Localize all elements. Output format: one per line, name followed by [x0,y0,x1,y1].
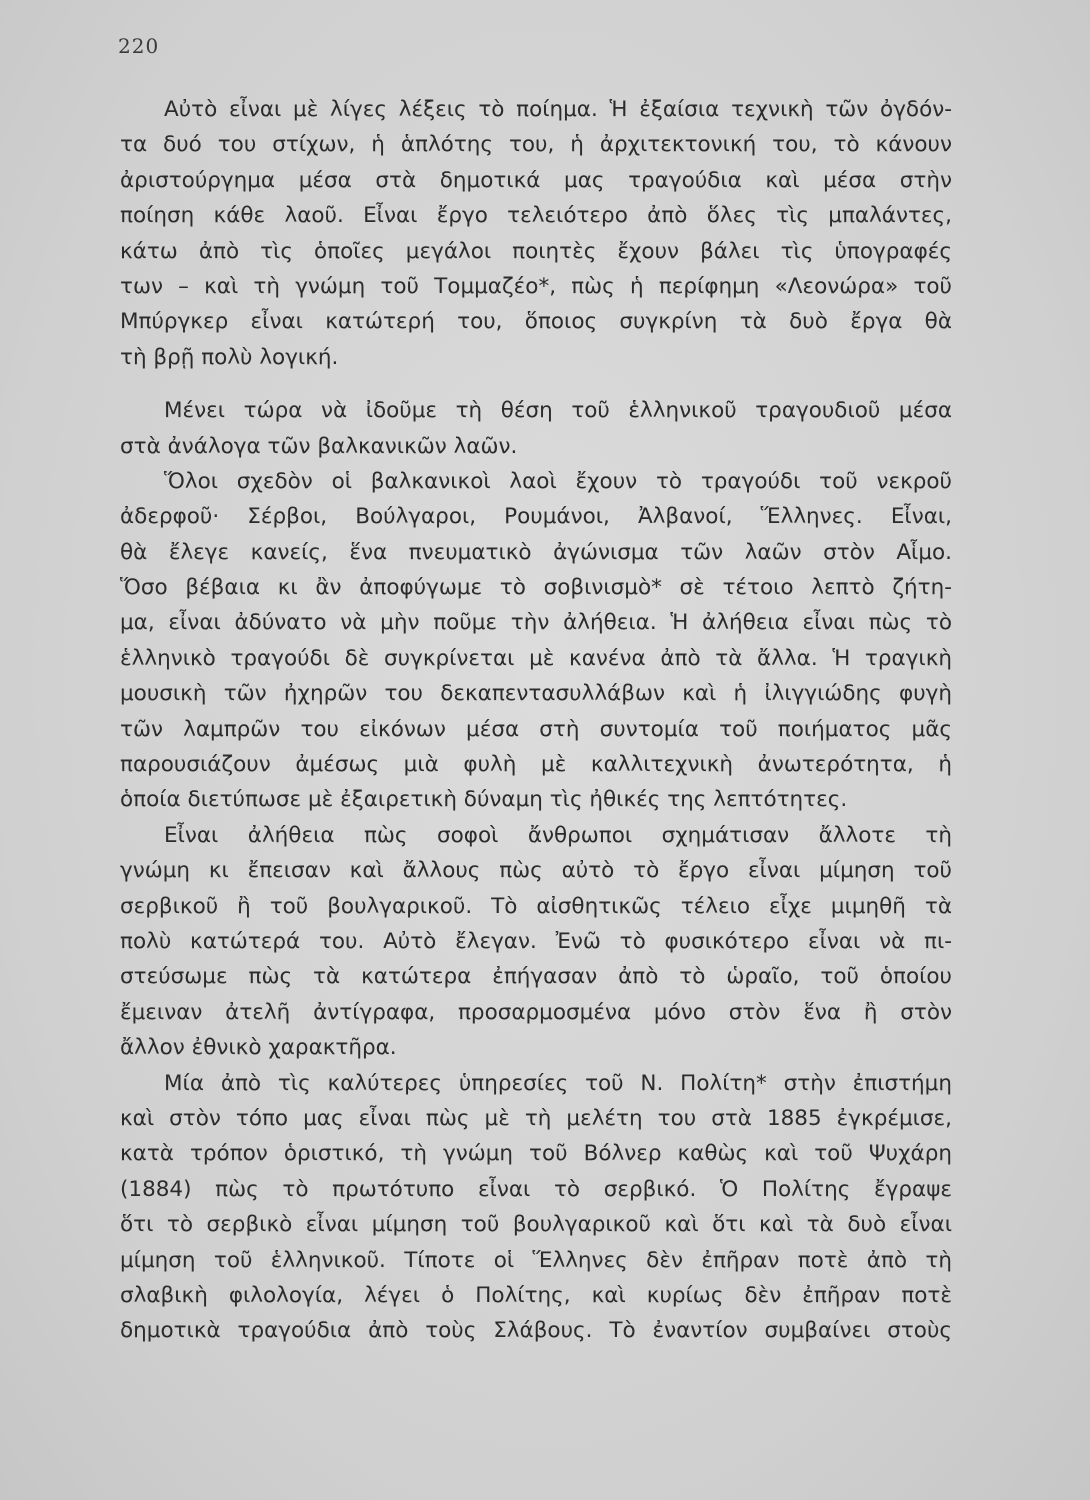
text-line: γνώμη κι ἔπεισαν καὶ ἄλλους πὼς αὐτὸ τὸ ἔργο εἶναι μίμηση τοῦ [120,858,952,884]
text-line: δημοτικὰ τραγούδια ἀπὸ τοὺς Σλάβους. Τὸ ἐναντίον συμβαίνει στοὺς [120,1318,952,1344]
text-line: καὶ στὸν τόπο μας εἶναι πὼς μὲ τὴ μελέτη του στὰ 1885 ἐγκρέμισε, [120,1105,952,1131]
text-line: τα δυό του στίχων, ἡ ἁπλότης του, ἡ ἀρχιτεκτονική του, τὸ κάνουν [120,132,952,158]
text-line: Μπύργκερ εἶναι κατώτερή του, ὅποιος συγκρίνη τὰ δυὸ ἔργα θὰ [120,309,952,335]
text-line: ποίηση κάθε λαοῦ. Εἶναι ἔργο τελειότερο ἀπὸ ὅλες τὶς μπαλάντες, [120,203,952,229]
text-line: πολὺ κατώτερά του. Αὐτὸ ἔλεγαν. Ἐνῶ τὸ φυσικότερο εἶναι νὰ πι- [120,928,952,954]
text-line: ὅτι τὸ σερβικὸ εἶναι μίμηση τοῦ βουλγαρικοῦ καὶ ὅτι καὶ τὰ δυὸ εἶναι [120,1212,952,1238]
text-line: Ὅσο βέβαια κι ἂν ἀποφύγωμε τὸ σοβινισμὸ* σὲ τέτοιο λεπτὸ ζήτη- [120,575,952,601]
text-line: τῶν λαμπρῶν του εἰκόνων μέσα στὴ συντομία τοῦ ποιήματος μᾶς [120,716,952,742]
text-line: σλαβικὴ φιλολογία, λέγει ὁ Πολίτης, καὶ κυρίως δὲν ἐπῆραν ποτὲ [120,1282,952,1308]
page-number: 220 [118,34,160,58]
paragraph-4 [120,818,952,1066]
text-line: Εἶναι ἀλήθεια πὼς σοφοὶ ἄνθρωποι σχημάτισαν ἄλλοτε τὴ [164,822,952,848]
text-line: Μία ἀπὸ τὶς καλύτερες ὑπηρεσίες τοῦ Ν. Πολίτη* στὴν ἐπιστήμη [164,1070,952,1096]
paragraph-5 [120,1066,952,1349]
text-line: ἄλλον ἐθνικὸ χαρακτῆρα. [120,1035,397,1061]
text-line: ἀριστούργημα μέσα στὰ δημοτικά μας τραγούδια καὶ μέσα στὴν [120,167,952,193]
text-line: μουσικὴ τῶν ἠχηρῶν του δεκαπεντασυλλάβων καὶ ἡ ἰλιγγιώδης φυγὴ [120,681,952,707]
text-line: (1884) πὼς τὸ πρωτότυπο εἶναι τὸ σερβικό. Ὁ Πολίτης ἔγραψε [120,1176,952,1202]
text-line: στὰ ἀνάλογα τῶν βαλκανικῶν λαῶν. [120,433,518,459]
text-line: ἑλληνικὸ τραγούδι δὲ συγκρίνεται μὲ κανένα ἀπὸ τὰ ἄλλα. Ἡ τραγικὴ [120,645,952,671]
text-line: των – καὶ τὴ γνώμη τοῦ Τομμαζέο*, πὼς ἡ περίφημη «Λεονώρα» τοῦ [120,273,952,299]
text-line: μίμηση τοῦ ἑλληνικοῦ. Τίποτε οἱ Ἕλληνες δὲν ἐπῆραν ποτὲ ἀπὸ τὴ [120,1247,952,1273]
paragraph-1 [120,92,952,375]
text-line: ὁποία διετύπωσε μὲ ἐξαιρετικὴ δύναμη τὶς ἠθικές της λεπτότητες. [120,787,848,813]
text-line: τὴ βρῇ πολὺ λογική. [120,344,339,370]
text-line: σερβικοῦ ἢ τοῦ βουλγαρικοῦ. Τὸ αἰσθητικῶς τέλειο εἶχε μιμηθῆ τὰ [120,893,952,919]
text-line: Μένει τώρα νὰ ἰδοῦμε τὴ θέση τοῦ ἑλληνικοῦ τραγουδιοῦ μέσα [164,398,952,424]
paragraph-2 [120,393,952,464]
text-line: ἔμειναν ἀτελῆ ἀντίγραφα, προσαρμοσμένα μόνο στὸν ἕνα ἢ στὸν [120,999,952,1025]
text-line: Αὐτὸ εἶναι μὲ λίγες λέξεις τὸ ποίημα. Ἡ ἐξαίσια τεχνικὴ τῶν ὀγδόν- [164,97,952,122]
text-line: Ὅλοι σχεδὸν οἱ βαλκανικοὶ λαοὶ ἔχουν τὸ τραγούδι τοῦ νεκροῦ [164,468,952,494]
page-body [120,92,952,1349]
text-line: κάτω ἀπὸ τὶς ὁποῖες μεγάλοι ποιητὲς ἔχουν βάλει τὶς ὑπογραφές [120,238,952,264]
text-line: παρουσιάζουν ἀμέσως μιὰ φυλὴ μὲ καλλιτεχνικὴ ἀνωτερότητα, ἡ [120,752,952,778]
paragraph-3 [120,464,952,818]
text-line: μα, εἶναι ἀδύνατο νὰ μὴν ποῦμε τὴν ἀλήθεια. Ἡ ἀλήθεια εἶναι πὼς τὸ [120,610,952,636]
text-line: στεύσωμε πὼς τὰ κατώτερα ἐπήγασαν ἀπὸ τὸ ὡραῖο, τοῦ ὁποίου [120,964,952,990]
text-line: κατὰ τρόπον ὁριστικό, τὴ γνώμη τοῦ Βόλνερ καθὼς καὶ τοῦ Ψυχάρη [120,1141,952,1167]
text-line: ἀδερφοῦ· Σέρβοι, Βούλγαροι, Ρουμάνοι, Ἀλβανοί, Ἕλληνες. Εἶναι, [120,504,952,530]
text-line: θὰ ἔλεγε κανείς, ἕνα πνευματικὸ ἀγώνισμα τῶν λαῶν στὸν Αἷμο. [120,539,952,565]
